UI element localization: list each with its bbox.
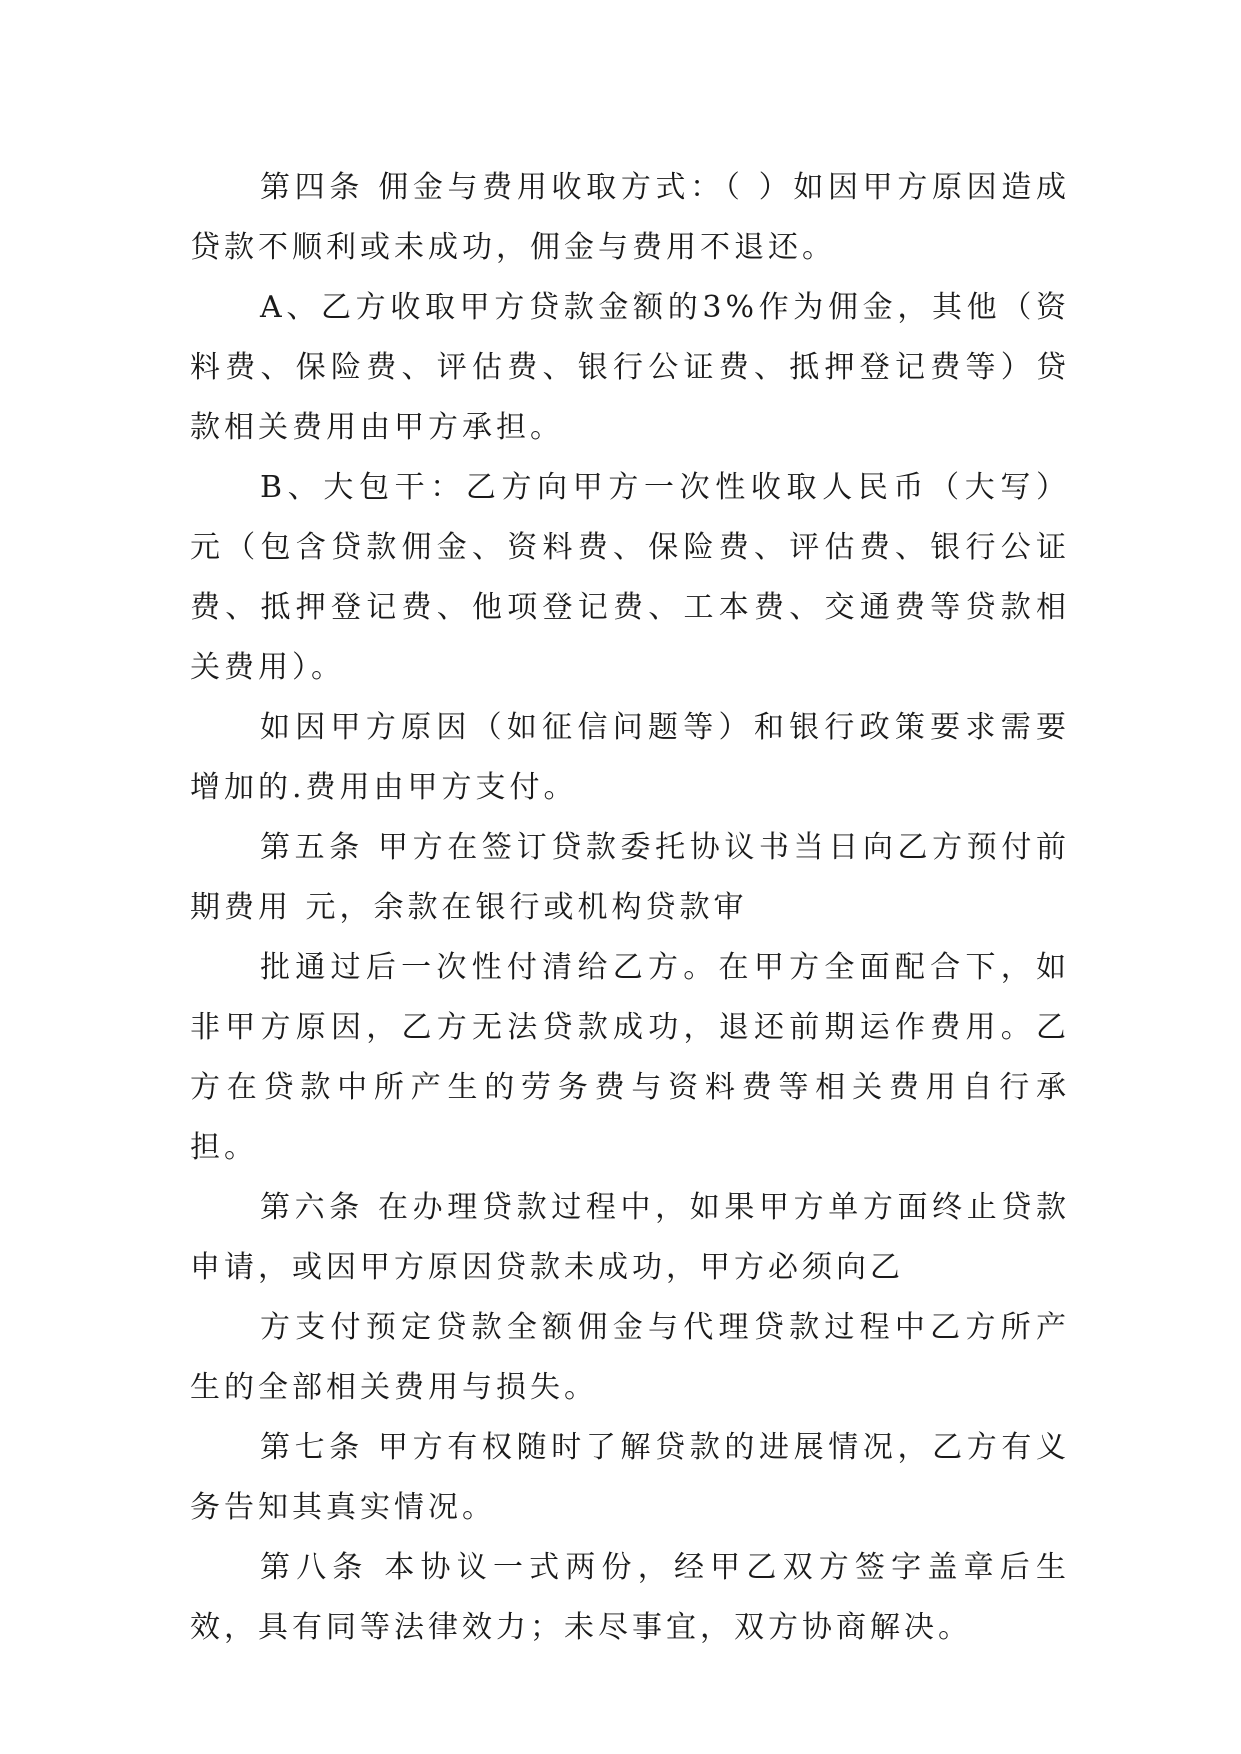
paragraph-article-6: 第六条 在办理贷款过程中，如果甲方单方面终止贷款申请，或因甲方原因贷款未成功，甲方必须向乙 — [190, 1190, 1070, 1285]
paragraph-article-7: 第七条 甲方有权随时了解贷款的进展情况，乙方有义务告知其真实情况。 — [190, 1430, 1070, 1525]
paragraph-option-b: B、大包干：乙方向甲方一次性收取人民币（大写） 元（包含贷款佣金、资料费、保险费、评估费、银行公证费、抵押登记费、他项登记费、工本费、交通费等贷款相关费用）。 — [190, 470, 1070, 685]
paragraph-article-5-continued: 批通过后一次性付清给乙方。在甲方全面配合下，如非甲方原因，乙方无法贷款成功，退还前期运作费用。乙方在贷款中所产生的劳务费与资料费等相关费用自行承担。 — [190, 950, 1070, 1165]
document-body — [190, 158, 1070, 1658]
paragraph-article-6-continued: 方支付预定贷款全额佣金与代理贷款过程中乙方所产生的全部相关费用与损失。 — [190, 1310, 1070, 1405]
paragraph-article-4: 第四条 佣金与费用收取方式：（ ）如因甲方原因造成贷款不顺利或未成功，佣金与费用不退还。 — [190, 170, 1070, 265]
paragraph-additional-fees: 如因甲方原因（如征信问题等）和银行政策要求需要增加的.费用由甲方支付。 — [190, 710, 1070, 805]
paragraph-article-8: 第八条 本协议一式两份，经甲乙双方签字盖章后生效，具有同等法律效力；未尽事宜，双方协商解决。 — [190, 1550, 1070, 1645]
paragraph-article-5: 第五条 甲方在签订贷款委托协议书当日向乙方预付前期费用 元，余款在银行或机构贷款审 — [190, 830, 1070, 925]
paragraph-option-a: A、乙方收取甲方贷款金额的3%作为佣金，其他（资料费、保险费、评估费、银行公证费、抵押登记费等）贷款相关费用由甲方承担。 — [190, 290, 1070, 445]
